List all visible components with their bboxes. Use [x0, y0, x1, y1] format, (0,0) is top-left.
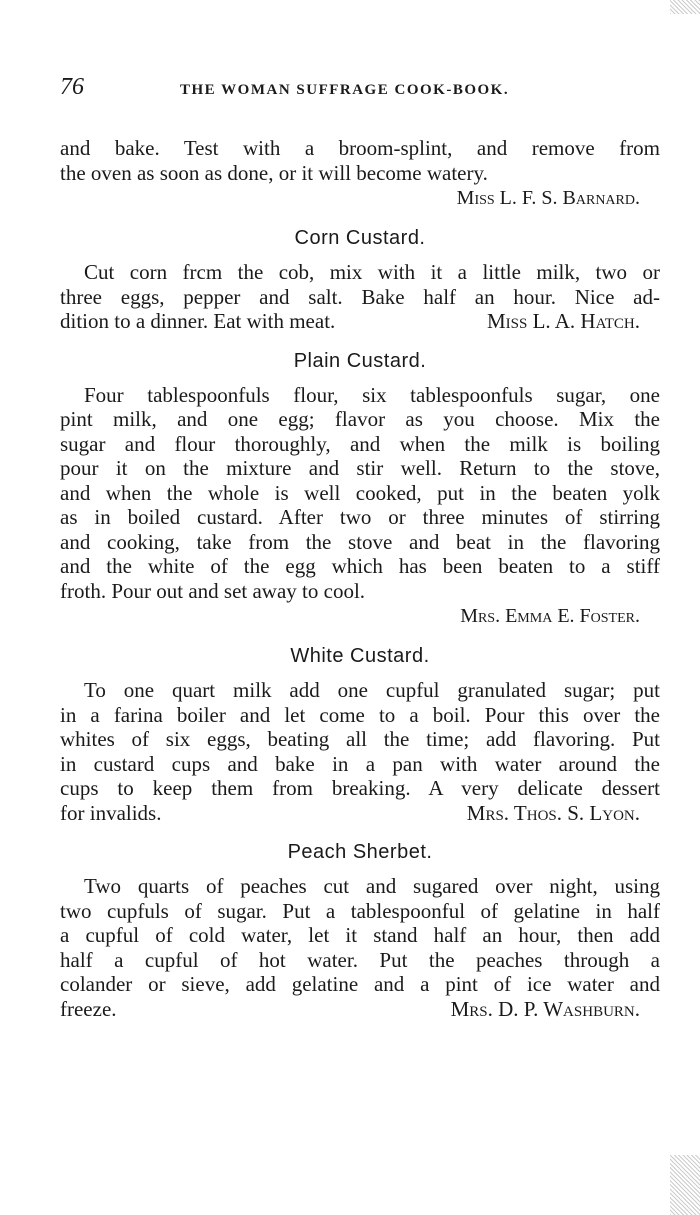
- text-line: [60, 456, 660, 481]
- text-line-content: colander or sieve, add gelatine and a pint of ice water and: [60, 972, 660, 996]
- text-line-content: pour it on the mixture and stir well. Return to the stove,: [60, 456, 660, 480]
- text-line-content: froth. Pour out and set away to cool.: [60, 578, 366, 603]
- text-line: [60, 481, 660, 506]
- text-line: and bake. Test with a broom-splint, and remove from: [60, 136, 660, 160]
- text-line: [60, 309, 660, 334]
- book-page: [60, 74, 660, 1025]
- text-line-content: for invalids.: [60, 800, 162, 825]
- running-header: [60, 74, 660, 114]
- page-number: 76: [60, 74, 84, 100]
- text-line: [60, 899, 660, 924]
- signature: Mrs. Thos. S. Lyon.: [466, 800, 640, 825]
- text-line: [60, 579, 660, 604]
- text-line: [60, 801, 660, 826]
- text-line: [60, 972, 660, 997]
- text-line: [60, 407, 660, 432]
- text-line: [60, 530, 660, 555]
- running-title: THE WOMAN SUFFRAGE COOK-BOOK.: [180, 82, 510, 98]
- text-line-content: half a cupful of hot water. Put the peaches through a: [60, 947, 660, 972]
- text-line-content: dition to a dinner. Eat with meat.: [60, 309, 336, 333]
- text-line: [60, 923, 660, 948]
- signature: Mrs. Emma E. Foster.: [460, 605, 640, 627]
- recipe-title: Peach Sherbet.: [287, 841, 433, 863]
- text-line-content: a cupful of cold water, let it stand half an hour, then add: [60, 923, 660, 947]
- text-line: [60, 285, 660, 310]
- text-line-content: and when the whole is well cooked, put in the beaten yolk: [60, 480, 660, 505]
- text-line: [60, 260, 660, 285]
- text-line: [60, 948, 660, 973]
- text-line-content: in a farina boiler and let come to a boil. Pour this over the: [60, 702, 660, 727]
- recipe: [60, 350, 660, 630]
- text-line-content: freeze.: [60, 996, 117, 1021]
- text-line: [60, 505, 660, 530]
- text-line: [60, 752, 660, 777]
- text-line: [60, 703, 660, 728]
- text-line-content: cups to keep them from breaking. A very delicate dessert: [60, 776, 660, 800]
- text-line-content: Four tablespoonfuls flour, six tablespoonfuls sugar, one: [84, 382, 660, 407]
- text-line-content: two cupfuls of sugar. Put a tablespoonful of gelatine in half: [60, 898, 660, 923]
- scan-speckle-top: [670, 0, 700, 14]
- text-line-content: and the white of the egg which has been beaten to a stiff: [60, 554, 660, 578]
- text-line-content: three eggs, pepper and salt. Bake half an hour. Nice ad-: [60, 284, 660, 309]
- text-line-content: Two quarts of peaches cut and sugared over night, using: [84, 874, 660, 898]
- recipes: [60, 227, 660, 1021]
- text-line: [60, 997, 660, 1022]
- recipe-title: Plain Custard.: [293, 349, 427, 372]
- text-line: [60, 874, 660, 899]
- text-line: [60, 383, 660, 408]
- recipe-title: White Custard.: [290, 645, 430, 667]
- text-line-content: in custard cups and bake in a pan with water around the: [60, 751, 660, 776]
- text-line: [60, 554, 660, 579]
- recipe: [60, 227, 660, 334]
- text-line-content: Cut corn frcm the cob, mix with it a little milk, two or: [84, 260, 660, 284]
- text-line: [60, 678, 660, 703]
- text-line-content: pint milk, and one egg; flavor as you choose. Mix the: [60, 407, 660, 431]
- signature: Mrs. D. P. Washburn.: [450, 996, 640, 1021]
- text-line-content: sugar and flour thoroughly, and when the milk is boiling: [60, 431, 660, 456]
- text-line-content: whites of six eggs, beating all the time; add flavoring. Put: [60, 727, 660, 751]
- text-line: the oven as soon as done, or it will become watery.: [60, 160, 488, 185]
- continuation-text: [60, 136, 660, 211]
- text-line: [60, 432, 660, 457]
- text-line: [60, 776, 660, 801]
- signature: Miss L. F. S. Barnard.: [456, 187, 640, 209]
- text-line-content: as in boiled custard. After two or three minutes of stirring: [60, 505, 660, 529]
- recipe-title: Corn Custard.: [294, 227, 426, 249]
- text-line: [60, 727, 660, 752]
- recipe: [60, 841, 660, 1021]
- recipe: [60, 645, 660, 825]
- text-line-content: To one quart milk add one cupful granulated sugar; put: [84, 678, 660, 702]
- text-line-content: and cooking, take from the stove and beat in the flavoring: [60, 529, 660, 554]
- signature: Miss L. A. Hatch.: [486, 309, 640, 333]
- scan-speckle-bottom: [670, 1155, 700, 1215]
